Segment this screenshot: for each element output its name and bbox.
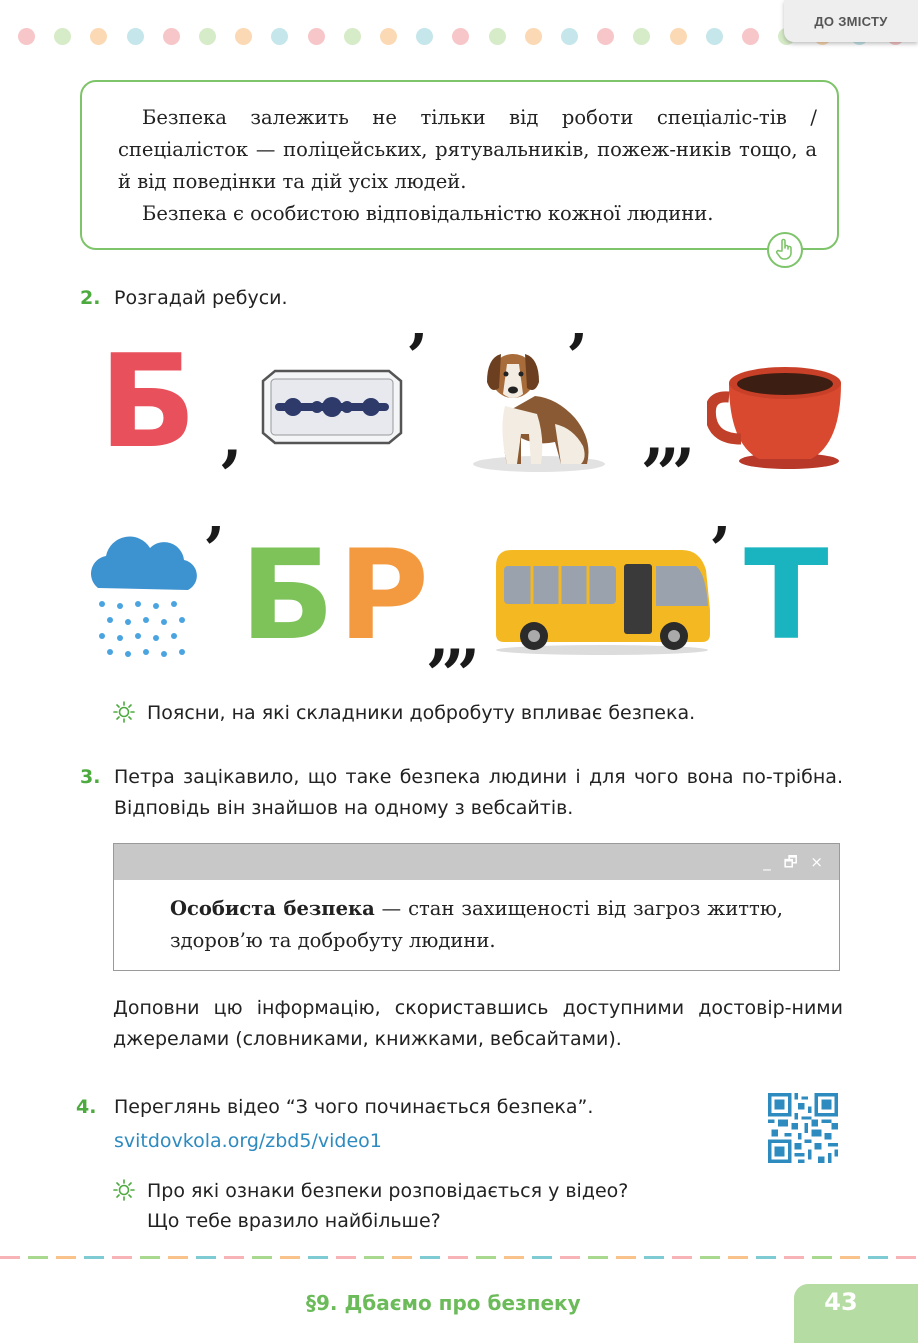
decorative-dash: [868, 1256, 888, 1259]
decorative-dot: [199, 28, 216, 45]
page-number: 43: [794, 1284, 918, 1343]
rebus-letter-t: Т: [744, 524, 829, 668]
decorative-dot: [344, 28, 361, 45]
decorative-dot: [235, 28, 252, 45]
rebus-1: [95, 321, 855, 485]
qr-code-icon[interactable]: [768, 1093, 838, 1163]
decorative-dash: [308, 1256, 328, 1259]
decorative-dash: [476, 1256, 496, 1259]
decorative-dash: [280, 1256, 300, 1259]
decorative-dash: [196, 1256, 216, 1259]
task-number: 2.: [80, 287, 101, 309]
razor-blade-image: [257, 365, 407, 453]
decorative-dash: [532, 1256, 552, 1259]
task-4: [76, 1092, 756, 1156]
decorative-dash: [420, 1256, 440, 1259]
decorative-dot: [633, 28, 650, 45]
task-number: 3.: [80, 766, 101, 788]
decorative-dot: [706, 28, 723, 45]
rain-cloud-image: [80, 530, 204, 666]
decorative-dash: [252, 1256, 272, 1259]
decorative-dash: [392, 1256, 412, 1259]
decorative-dot: [670, 28, 687, 45]
decorative-dash: [700, 1256, 720, 1259]
decorative-dot: [54, 28, 71, 45]
decorative-dot: [380, 28, 397, 45]
toc-button[interactable]: ДО ЗМІСТУ: [784, 0, 918, 42]
decorative-dash: [588, 1256, 608, 1259]
decorative-dash: [0, 1256, 20, 1259]
task-number: 4.: [76, 1096, 97, 1118]
task-text: Переглянь відео “З чого починається безпека”.: [114, 1096, 594, 1118]
task-3: [80, 762, 843, 826]
hint-line-2: Що тебе вразило найбільше?: [147, 1210, 441, 1232]
decorative-dash: [168, 1256, 188, 1259]
decorative-dash: [84, 1256, 104, 1259]
decorative-dot: [18, 28, 35, 45]
rebus-letter-r: Р: [338, 524, 429, 668]
pointer-hand-icon: [767, 232, 803, 268]
decorative-dash: [840, 1256, 860, 1259]
decorative-dash: [112, 1256, 132, 1259]
bus-image: [492, 544, 714, 660]
info-paragraph-2: Безпека є особистою відповідальністю кожної людини.: [142, 202, 714, 225]
decorative-dots-row: [18, 28, 898, 48]
decorative-dash: [504, 1256, 524, 1259]
rebus-apostrophe: ʼ: [202, 514, 224, 587]
rebus-commas: ,,,: [643, 399, 690, 472]
window-title-bar: [114, 844, 839, 880]
decorative-dash: [28, 1256, 48, 1259]
task-text: Розгадай ребуси.: [114, 287, 288, 309]
decorative-dash: [140, 1256, 160, 1259]
definition-term: Особиста безпека: [170, 897, 375, 920]
decorative-dash: [56, 1256, 76, 1259]
definition-body: — стан захищеності від загроз життю, здоров’ю та добробуту людини.: [170, 897, 783, 952]
decorative-dot: [597, 28, 614, 45]
sun-icon: [113, 701, 135, 723]
hint-line-1: Про які ознаки безпеки розповідається у відео?: [147, 1180, 629, 1202]
decorative-dash: [644, 1256, 664, 1259]
decorative-dash: [896, 1256, 916, 1259]
decorative-dot: [452, 28, 469, 45]
window-controls[interactable]: _ 🗗 ×: [763, 853, 827, 871]
decorative-dot: [163, 28, 180, 45]
task-3-followup: Доповни цю інформацію, скориставшись доступними достовір-ними джерелами (словниками, книжками, вебсайтами).: [113, 997, 843, 1050]
website-window: [113, 843, 840, 971]
decorative-dash: [784, 1256, 804, 1259]
rebus-letter-b: Б: [99, 328, 197, 477]
rebus-commas: ,,,: [428, 600, 475, 673]
rebus-apostrophe: ʼ: [405, 321, 427, 394]
hint-text: Поясни, на які складники добробуту впливає безпека.: [147, 702, 696, 724]
decorative-dash: [364, 1256, 384, 1259]
decorative-dot: [308, 28, 325, 45]
decorative-dash: [560, 1256, 580, 1259]
dog-image: [467, 340, 609, 476]
decorative-dash: [672, 1256, 692, 1259]
rebus-letter-b-green: Б: [240, 524, 335, 668]
decorative-dot: [271, 28, 288, 45]
task-text: Петра зацікавило, що таке безпека людини і для чого вона по-трібна. Відповідь він знайшов на одному з вебсайтів.: [114, 766, 843, 819]
definition-text: [114, 880, 839, 957]
decorative-dash: [448, 1256, 468, 1259]
decorative-dash: [728, 1256, 748, 1259]
decorative-dash: [812, 1256, 832, 1259]
section-title: §9. Дбаємо про безпеку: [306, 1291, 581, 1315]
sun-icon: [113, 1179, 135, 1201]
task-2: [80, 283, 840, 315]
decorative-dot: [416, 28, 433, 45]
hint-task-4: [113, 1176, 753, 1240]
decorative-dash: [616, 1256, 636, 1259]
decorative-dot: [561, 28, 578, 45]
decorative-dash: [756, 1256, 776, 1259]
hint-task-2: [113, 698, 853, 730]
decorative-dot: [525, 28, 542, 45]
decorative-dot: [742, 28, 759, 45]
rebus-comma: ,: [221, 401, 243, 474]
decorative-dash: [336, 1256, 356, 1259]
decorative-dot: [90, 28, 107, 45]
cup-image: [707, 353, 849, 477]
video-link[interactable]: svitdovkola.org/zbd5/video1: [114, 1130, 382, 1152]
decorative-dot: [489, 28, 506, 45]
rebus-apostrophe: ʼ: [565, 321, 587, 394]
rebus-apostrophe: ʼ: [708, 514, 730, 587]
info-paragraph-1: Безпека залежить не тільки від роботи спеціаліс-тів / спеціалісток — поліцейських, рятувальників, пожеж-ників тощо, а й від поведінки та дій усіх людей.: [118, 106, 817, 193]
decorative-dot: [127, 28, 144, 45]
rebus-2: [80, 514, 860, 673]
decorative-dash: [224, 1256, 244, 1259]
decorative-dashed-line: [0, 1256, 918, 1260]
info-box: [80, 80, 839, 250]
